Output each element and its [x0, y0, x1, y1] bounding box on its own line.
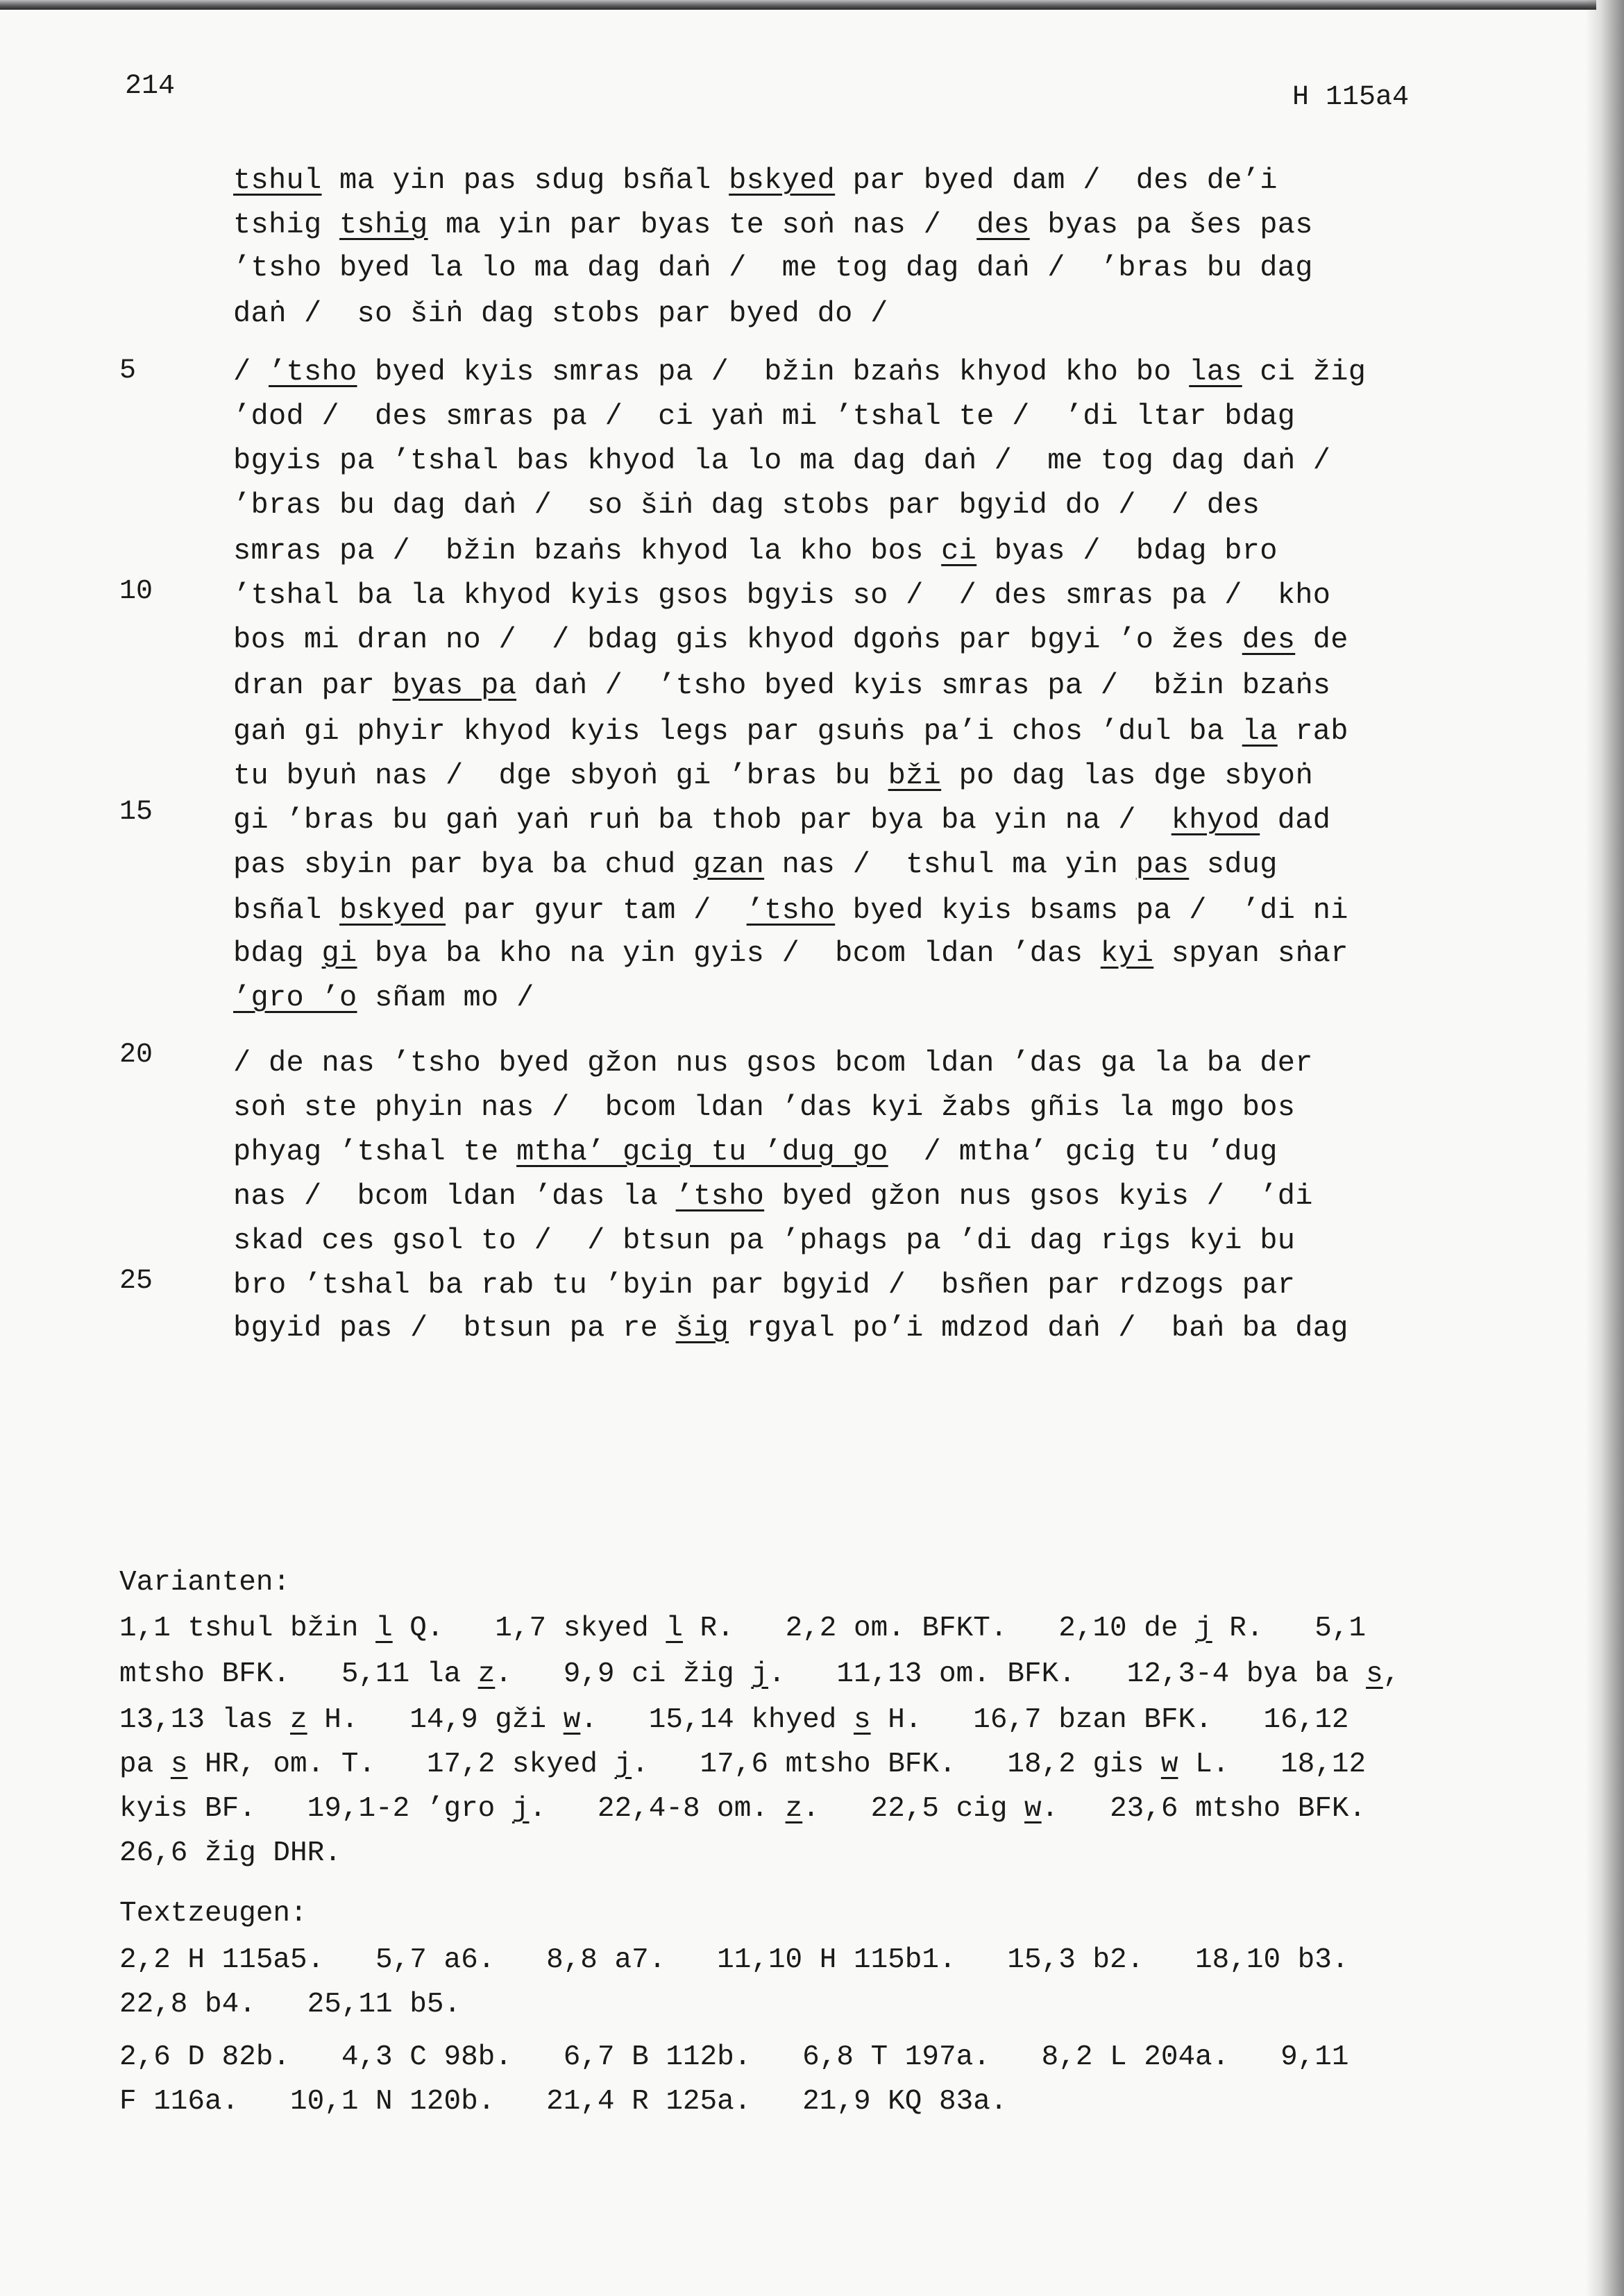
- text-line: tshul ma yin pas sdug bsñal bskyed par byed dam / des de’i: [233, 164, 1278, 197]
- underlined-word: j: [511, 1793, 530, 1825]
- underlined-word: šig: [675, 1311, 729, 1345]
- underlined-word: gzan: [693, 848, 765, 881]
- text-line: bro ’tshal ba rab tu ’byin par bgyid / bsñen par rdzogs par: [233, 1268, 1296, 1302]
- underlined-word: s: [1366, 1658, 1383, 1690]
- underlined-word: l: [666, 1613, 683, 1644]
- underlined-word: ’tsho: [746, 894, 836, 927]
- text-line: tshig tshig ma yin par byas te soṅ nas / des byas pa šes pas: [233, 208, 1313, 241]
- variant-line: 26,6 žig DHR.: [119, 1837, 341, 1869]
- text-line: skad ces gsol to / / btsun pa ’phags pa ’di dag rigs kyi bu: [233, 1224, 1296, 1257]
- underlined-word: l: [375, 1613, 393, 1644]
- underlined-word: tshig: [339, 208, 428, 241]
- underlined-word: j: [751, 1658, 768, 1690]
- text-line: nas / bcom ldan ’das la ’tsho byed gžon nus gsos kyis / ’di: [233, 1180, 1313, 1213]
- page-reference: H 115a4: [1292, 82, 1410, 113]
- text-line: soṅ ste phyin nas / bcom ldan ’das kyi žabs gñis la mgo bos: [233, 1091, 1296, 1124]
- text-line: bdag gi bya ba kho na yin gyis / bcom ldan ’das kyi spyan sṅar: [233, 937, 1348, 970]
- witness-line: F 116a. 10,1 N 120b. 21,4 R 125a. 21,9 KQ 83a.: [119, 2086, 1008, 2118]
- underlined-word: ’tsho: [675, 1180, 765, 1213]
- underlined-word: z: [477, 1658, 496, 1690]
- underlined-word: pas: [1135, 848, 1190, 881]
- underlined-word: gi: [321, 937, 357, 970]
- underlined-word: kyi: [1100, 937, 1154, 970]
- text-line: ’dod / des smras pa / ci yaṅ mi ’tshal te / ’di ltar bdag: [233, 400, 1296, 433]
- underlined-word: tshul: [233, 164, 322, 197]
- underlined-word: j: [1195, 1613, 1212, 1644]
- textzeugen-heading: Textzeugen:: [119, 1898, 307, 1930]
- underlined-word: s: [854, 1704, 871, 1736]
- text-line: bgyis pa ’tshal bas khyod la lo ma dag daṅ / me tog dag daṅ /: [233, 444, 1331, 477]
- text-line: bos mi dran no / / bdag gis khyod dgoṅs par bgyi ’o žes des de: [233, 623, 1348, 656]
- underlined-word: w: [1160, 1749, 1178, 1780]
- scan-top-rule: [0, 0, 1596, 10]
- text-line: / de nas ’tsho byed gžon nus gsos bcom ldan ’das ga la ba der: [233, 1046, 1313, 1080]
- underlined-word: z: [290, 1704, 307, 1736]
- underlined-word: ’tsho: [269, 355, 357, 389]
- text-line: ’tsho byed la lo ma dag daṅ / me tog dag daṅ / ’bras bu dag: [233, 251, 1313, 284]
- scan-right-edge: [1586, 0, 1624, 2296]
- underlined-word: bskyed: [339, 894, 446, 927]
- underlined-word: bži: [888, 759, 942, 792]
- text-line: gaṅ gi phyir khyod kyis legs par gsuṅs pa’i chos ’dul ba la rab: [233, 715, 1348, 748]
- underlined-word: khyod: [1171, 803, 1260, 837]
- underlined-word: las: [1189, 355, 1242, 389]
- text-line: ’gro ’o sñam mo /: [233, 981, 534, 1014]
- text-line: bsñal bskyed par gyur tam / ’tsho byed kyis bsams pa / ’di ni: [233, 894, 1348, 927]
- underlined-word: ci: [941, 534, 977, 568]
- variant-line: pa s HR, om. T. 17,2 skyed j. 17,6 mtsho BFK. 18,2 gis w L. 18,12: [119, 1749, 1367, 1780]
- variant-line: kyis BF. 19,1-2 ’gro j. 22,4-8 om. z. 22,5 cig w. 23,6 mtsho BFK.: [119, 1793, 1367, 1825]
- text-line: / ’tsho byed kyis smras pa / bžin bzaṅs khyod kho bo las ci žig: [233, 355, 1367, 389]
- underlined-word: s: [170, 1749, 188, 1780]
- text-line: smras pa / bžin bzaṅs khyod la kho bos ci byas / bdag bro: [233, 534, 1278, 568]
- underlined-word: z: [785, 1793, 803, 1825]
- text-line: ’tshal ba la khyod kyis gsos bgyis so / / des smras pa / kho: [233, 579, 1331, 612]
- varianten-heading: Varianten:: [119, 1567, 291, 1599]
- text-line: dran par byas pa daṅ / ’tsho byed kyis smras pa / bžin bzaṅs: [233, 669, 1331, 702]
- underlined-word: ’gro ’o: [233, 981, 357, 1014]
- text-line: tu byuṅ nas / dge sbyoṅ gi ’bras bu bži po dag las dge sbyoṅ: [233, 759, 1313, 792]
- line-number: 10: [119, 576, 153, 607]
- underlined-word: j: [614, 1749, 632, 1780]
- underlined-word: des: [976, 208, 1030, 241]
- text-line: ’bras bu dag daṅ / so šiṅ dag stobs par bgyid do / / des: [233, 488, 1260, 522]
- text-line: bgyid pas / btsun pa re šig rgyal po’i mdzod daṅ / baṅ ba dag: [233, 1311, 1348, 1345]
- page-number: 214: [125, 71, 176, 102]
- line-number: 5: [119, 355, 137, 386]
- witness-line: 22,8 b4. 25,11 b5.: [119, 1989, 462, 2021]
- underlined-word: des: [1242, 623, 1296, 656]
- variant-line: 1,1 tshul bžin l Q. 1,7 skyed l R. 2,2 om. BFKT. 2,10 de j R. 5,1: [119, 1613, 1367, 1644]
- text-line: daṅ / so šiṅ dag stobs par byed do /: [233, 297, 888, 330]
- witness-line: 2,6 D 82b. 4,3 C 98b. 6,7 B 112b. 6,8 T 197a. 8,2 L 204a. 9,11: [119, 2041, 1349, 2073]
- variant-line: mtsho BFK. 5,11 la z. 9,9 ci žig j. 11,13 om. BFK. 12,3-4 bya ba s,: [119, 1658, 1401, 1690]
- line-number: 20: [119, 1039, 153, 1071]
- underlined-word: mtha’ gcig tu ’dug go: [516, 1135, 888, 1168]
- line-number: 25: [119, 1266, 153, 1297]
- underlined-word: bskyed: [729, 164, 836, 197]
- witness-line: 2,2 H 115a5. 5,7 a6. 8,8 a7. 11,10 H 115b1. 15,3 b2. 18,10 b3.: [119, 1944, 1349, 1976]
- underlined-word: la: [1242, 715, 1278, 748]
- line-number: 15: [119, 797, 153, 828]
- text-line: gi ’bras bu gaṅ yaṅ ruṅ ba thob par bya ba yin na / khyod dad: [233, 803, 1331, 837]
- text-line: pas sbyin par bya ba chud gzan nas / tshul ma yin pas sdug: [233, 848, 1278, 881]
- underlined-word: w: [563, 1704, 581, 1736]
- underlined-word: byas pa: [392, 669, 517, 702]
- text-line: phyag ’tshal te mtha’ gcig tu ’dug go / mtha’ gcig tu ’dug: [233, 1135, 1278, 1168]
- underlined-word: w: [1024, 1793, 1042, 1825]
- variant-line: 13,13 las z H. 14,9 gži w. 15,14 khyed s H. 16,7 bzan BFK. 16,12: [119, 1704, 1349, 1736]
